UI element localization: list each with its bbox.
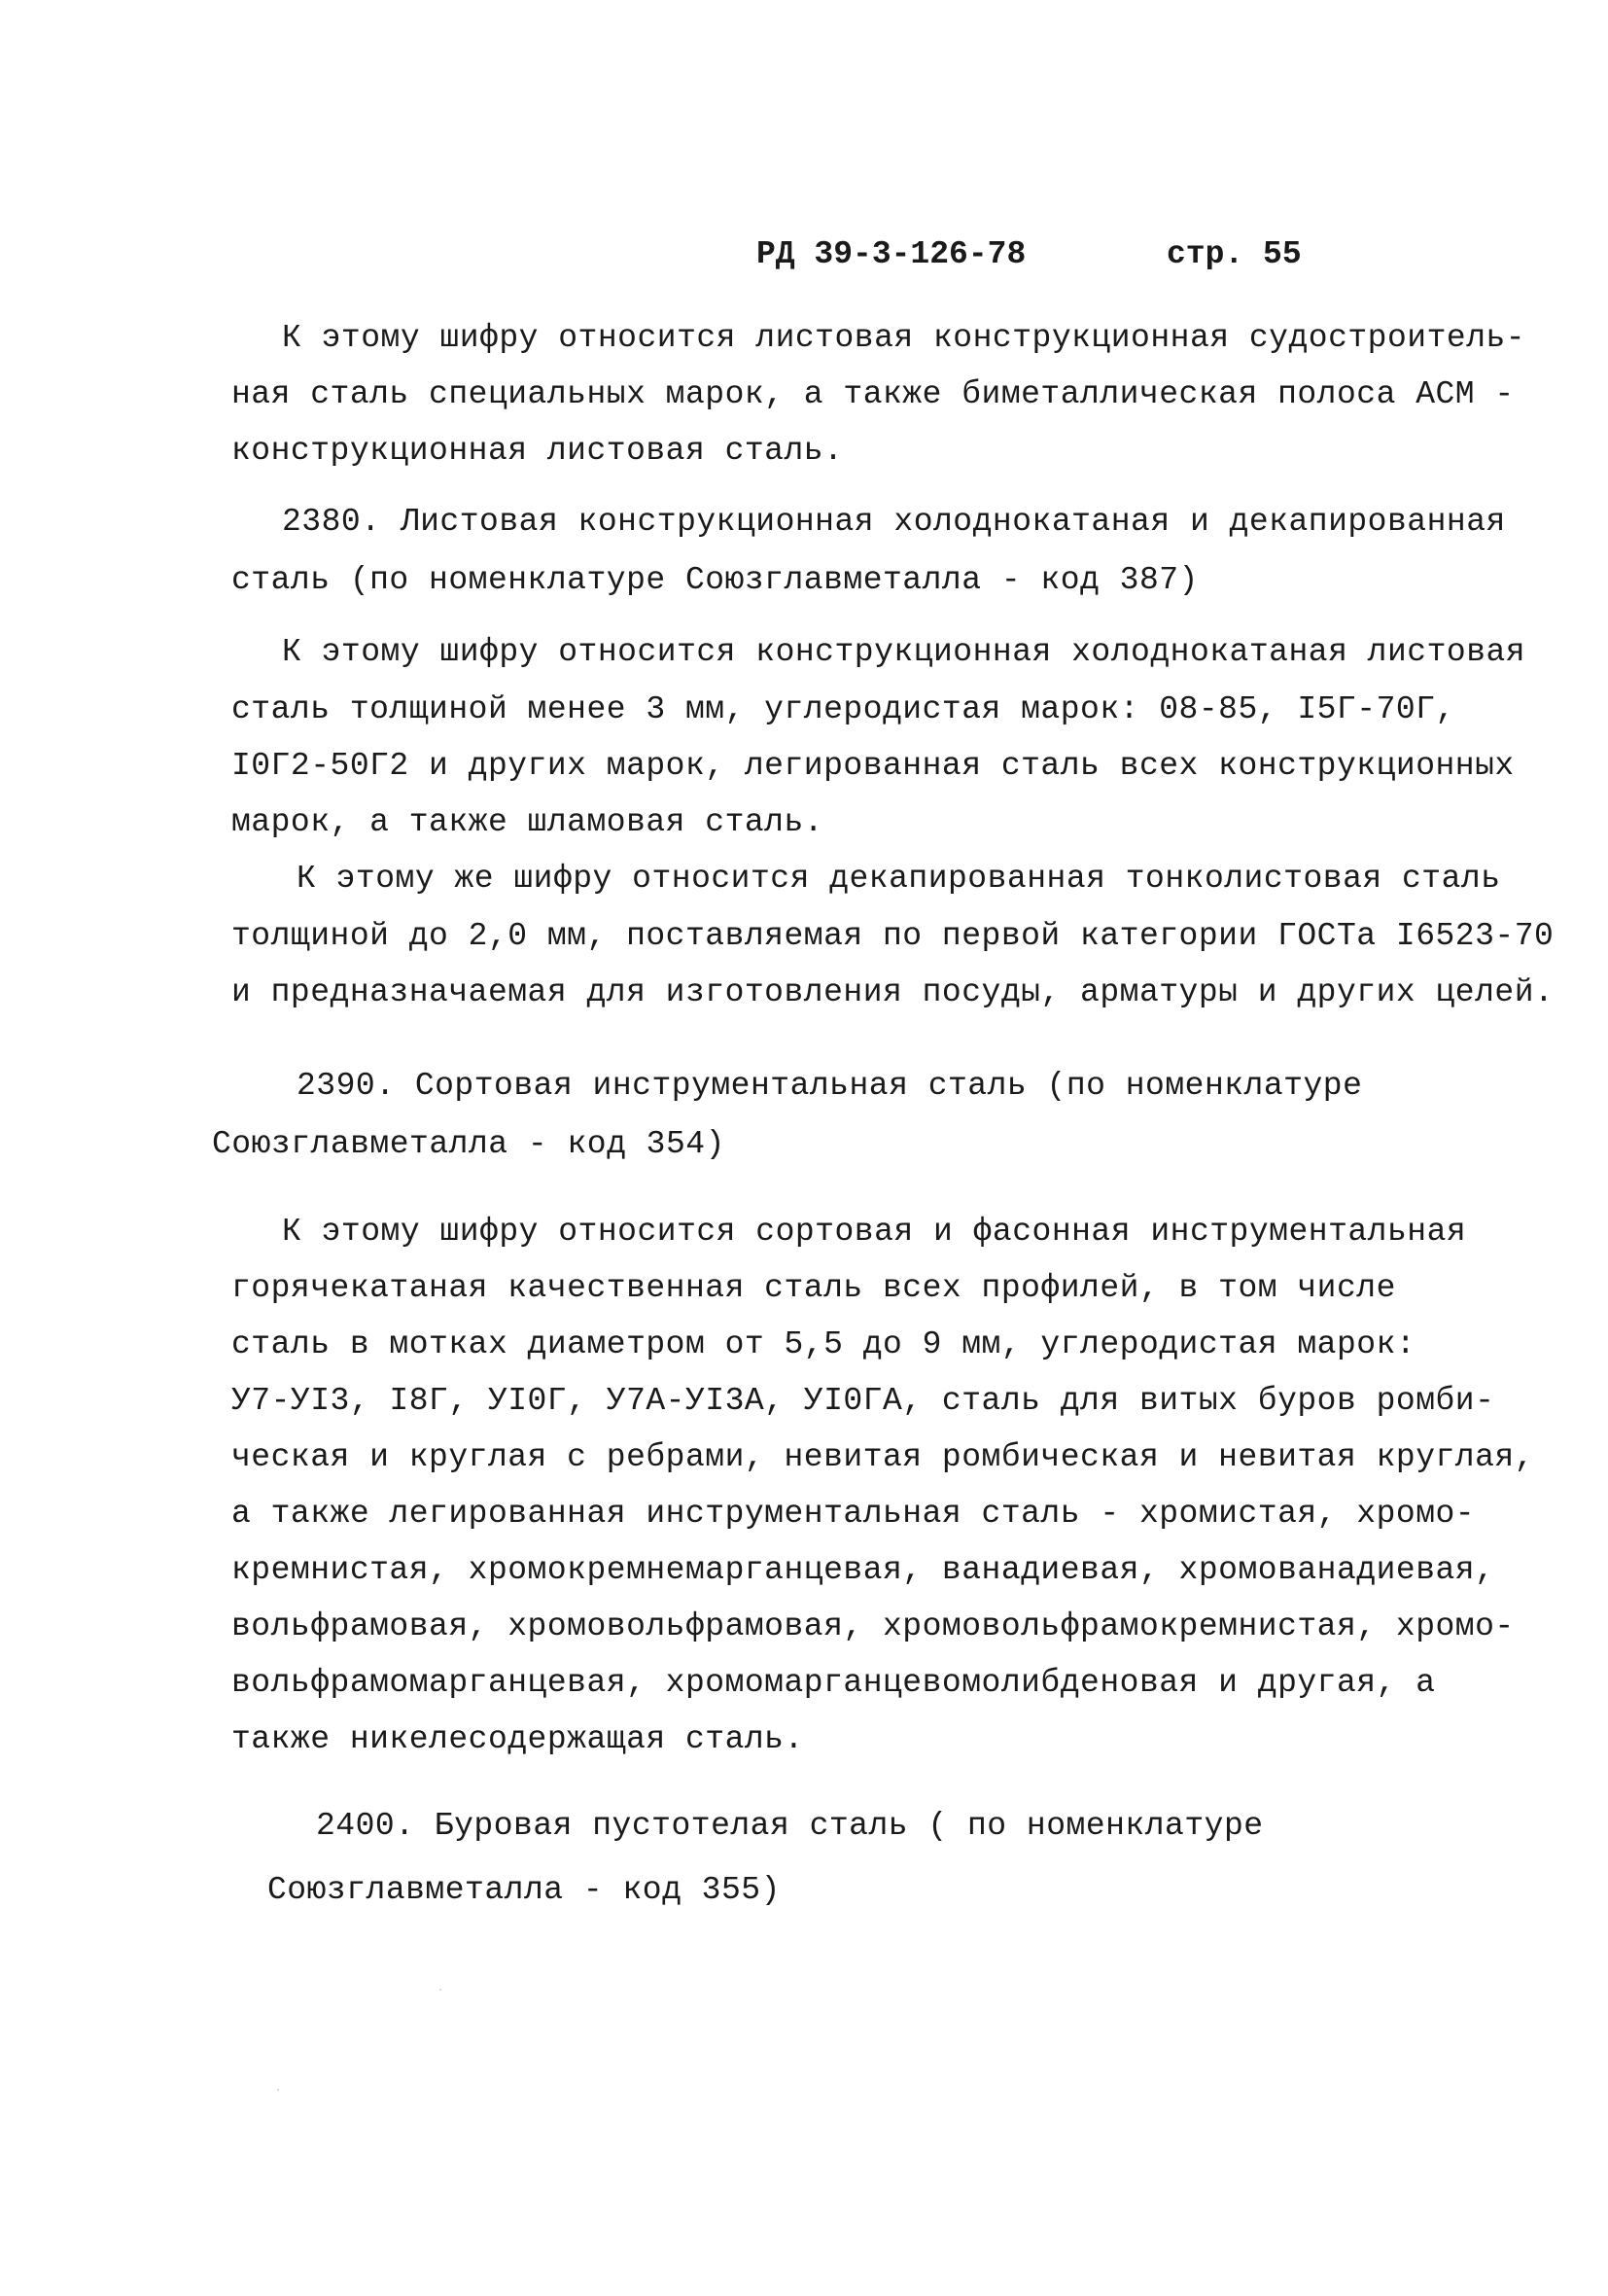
heading-2390-line-2: Союзглавметалла - код 354) [212,1126,725,1162]
heading-2400-line-1: 2400. Буровая пустотелая сталь ( по номенклатуре [316,1808,1264,1844]
para-2390-line-9: вольфрамомарганцевая, хромомарганцевомолибденовая и другая, а [231,1665,1436,1701]
heading-2400-line-2: Союзглавметалла - код 355) [267,1872,781,1908]
para-2390-line-1: К этому шифру относится сортовая и фасонная инструментальная [282,1214,1467,1250]
scan-speck [277,2089,279,2091]
para-2390-line-3: сталь в мотках диаметром от 5,5 до 9 мм, углеродистая марок: [231,1326,1416,1362]
intro-line-2: ная сталь специальных марок, а также биметаллическая полоса АСМ - [231,376,1515,412]
para-2390-line-8: вольфрамовая, хромовольфрамовая, хромовольфрамокремнистая, хромо- [231,1608,1515,1644]
para-2390-line-2: горячекатаная качественная сталь всех профилей, в том числе [231,1270,1396,1306]
para-2380-1-line-1: К этому шифру относится конструкционная холоднокатаная листовая [282,634,1526,670]
intro-line-1: К этому шифру относится листовая конструкционная судостроитель- [282,320,1526,356]
para-2390-line-5: ческая и круглая с ребрами, невитая ромбическая и невитая круглая, [231,1439,1535,1475]
para-2390-line-6: а также легированная инструментальная сталь - хромистая, хромо- [231,1496,1476,1532]
document-code: РД 39-3-126-78 [756,236,1027,272]
heading-2390-line-1: 2390. Сортовая инструментальная сталь (по номенклатуре [297,1068,1363,1104]
para-2380-2-line-1: К этому же шифру относится декапированная тонколистовая сталь [297,861,1501,897]
page-number: стр. 55 [1167,236,1302,272]
para-2380-2-line-2: толщиной до 2,0 мм, поставляемая по первой категории ГОСТа I6523-70 [231,918,1555,954]
para-2380-2-line-3: и предназначаемая для изготовления посуды, арматуры и других целей. [231,974,1555,1010]
heading-2380-line-1: 2380. Листовая конструкционная холоднокатаная и декапированная [282,504,1506,540]
para-2380-1-line-4: марок, а также шламовая сталь. [231,804,824,840]
para-2380-1-line-3: I0Г2-50Г2 и других марок, легированная сталь всех конструкционных [231,748,1515,784]
scan-speck [439,1989,441,1991]
para-2390-line-4: У7-УI3, I8Г, УI0Г, У7А-УI3А, УI0ГА, сталь для витых буров ромби- [231,1383,1495,1419]
intro-line-3: конструкционная листовая сталь. [231,433,844,469]
heading-2380-line-2: сталь (по номенклатуре Союзглавметалла - код 387) [231,562,1199,598]
para-2380-1-line-2: сталь толщиной менее 3 мм, углеродистая марок: 08-85, I5Г-70Г, [231,691,1455,727]
para-2390-line-10: также никелесодержащая сталь. [231,1721,804,1757]
para-2390-line-7: кремнистая, хромокремнемарганцевая, ванадиевая, хромованадиевая, [231,1552,1495,1588]
